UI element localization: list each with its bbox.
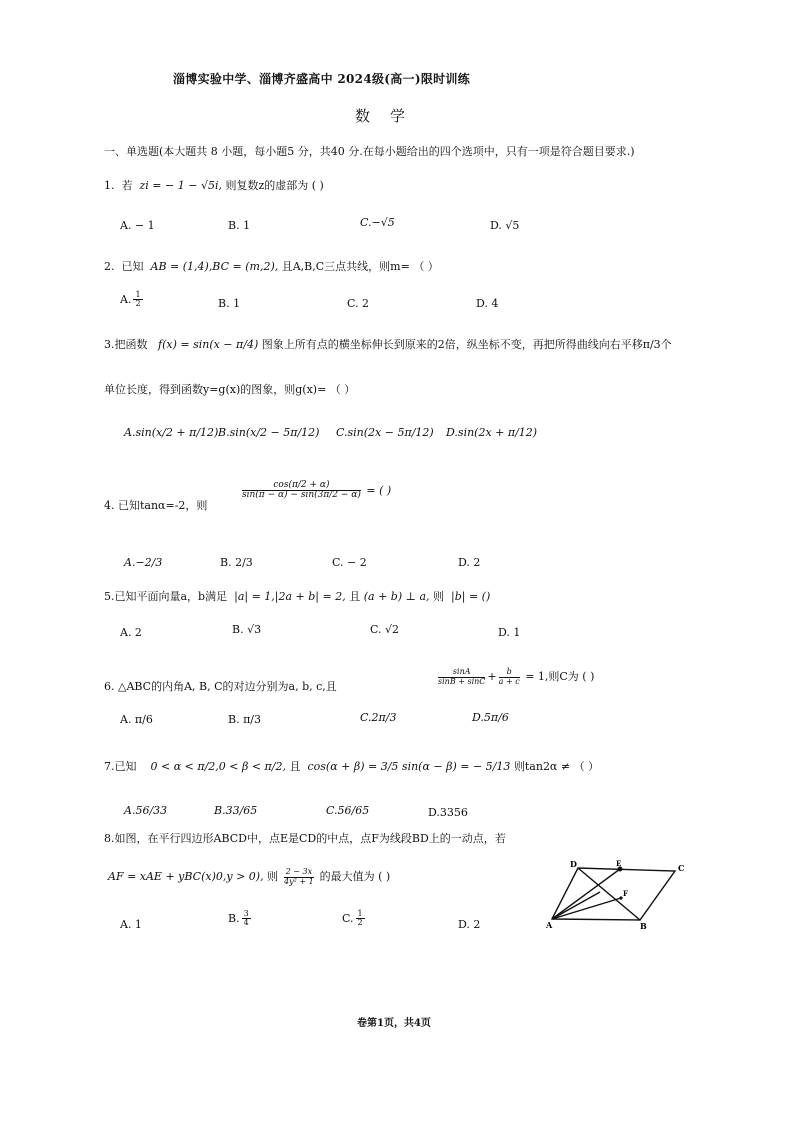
question-3-line-1: 3.把函数 f(x) = sin(x − π/4) 图象上所有点的横坐标伸长到原来的2倍，纵坐标不变，再把所得曲线向右平移π/3个 (104, 338, 672, 351)
q2-option-b: B. 1 (218, 297, 241, 310)
exam-title: 淄博实验中学、淄博齐盛高中 2024级(高一)限时训练 (173, 72, 471, 86)
q2-option-d: D. 4 (476, 297, 499, 310)
q4-option-c: C. − 2 (332, 556, 367, 569)
q4-option-b: B. 2/3 (220, 556, 253, 569)
q4-option-d: D. 2 (458, 556, 481, 569)
q1-option-c: C.−√5 (360, 216, 395, 229)
parallelogram-figure (540, 858, 690, 930)
question-5: 5.已知平面向量a，b满足 |a| = 1,|2a + b| = 2, 且 (a + b) ⊥ a, 则 |b| = () (104, 590, 491, 603)
q5-option-a: A. 2 (120, 626, 142, 639)
question-6-fraction: $\frac{\sin A}{\sin B + \sin C}$ + $\frac{b}{a + c}$ = 1,则C为 ( ) (438, 667, 595, 686)
q8-option-a: A. 1 (120, 918, 142, 931)
label-b: B (640, 921, 647, 930)
segment-af (552, 898, 621, 919)
question-2: 2. 已知 AB = (1,4),BC = (m,2), 且A,B,C三点共线，则m= （ ） (104, 260, 439, 273)
parallelogram-abcd (552, 868, 675, 920)
q3-option-d: D.sin(2x + π/12) (446, 426, 538, 439)
q6-option-a: A. π/6 (120, 713, 153, 726)
q8-option-c: C. $\frac{1}{2}$ (342, 909, 363, 928)
q5-option-c: C. √2 (370, 623, 400, 636)
q3-option-c: C.sin(2x − 5π/12) (336, 426, 434, 439)
page-footer: 卷第1页，共4页 (357, 1018, 431, 1029)
q6-option-c: C.2π/3 (360, 711, 397, 724)
q1-option-a: A. − 1 (120, 219, 155, 232)
q7-option-a: A.56/33 (124, 804, 168, 817)
q8-option-b: B. $\frac{3}{4}$ (228, 909, 249, 928)
q7-option-b: B.33/65 (214, 804, 258, 817)
question-6: 6. △ABC的内角A, B, C的对边分别为a, b, c,且 (104, 680, 337, 693)
q7-option-d: D.3356 (428, 806, 468, 819)
q5-option-b: B. √3 (232, 623, 262, 636)
q6-option-d: D.5π/6 (472, 711, 509, 724)
section-heading: 一、单选题(本大题共 8 小题，每小题5 分，共40 分.在每小题给出的四个选项中，只有一项是符合题目要求.) (104, 145, 635, 158)
subject-heading: 数学 (355, 107, 426, 125)
question-1: 1. 若 zi = − 1 − √5i, 则复数z的虚部为 ( ) (104, 179, 324, 192)
q1-option-b: B. 1 (228, 219, 251, 232)
q3-option-b: B.sin(x/2 − 5π/12) (218, 426, 320, 439)
label-e: E (616, 859, 622, 868)
label-f: F (623, 889, 628, 898)
q5-option-d: D. 1 (498, 626, 521, 639)
q2-option-c: C. 2 (347, 297, 370, 310)
diagonal-bd (578, 868, 640, 920)
q6-option-b: B. π/3 (228, 713, 262, 726)
label-a: A (546, 920, 553, 930)
question-3-line-2: 单位长度，得到函数y=g(x)的图象，则g(x)= （ ） (104, 383, 356, 396)
q1-option-d: D. √5 (490, 219, 520, 232)
q8-option-d: D. 2 (458, 918, 481, 931)
q3-option-a: A.sin(x/2 + π/12) (124, 426, 219, 439)
q4-option-a: A.−2/3 (124, 556, 163, 569)
label-c: C (678, 863, 685, 873)
question-8-line-2: AF = xAE + yBC(x)0,y > 0), 则 $\frac{2 - 3x}{\text{4y² + 1}}$ 的最大值为 ( ) (108, 867, 391, 886)
q2-option-a: A. $\frac{1}{2}$ (120, 290, 141, 309)
label-d: D (570, 859, 577, 869)
question-4-fraction: $\frac{\cos(\pi/2 + \alpha)}{\sin(\pi - \alpha) - \sin(3\pi/2 - \alpha)}$ = ( ) (242, 480, 392, 501)
question-8-line-1: 8.如图，在平行四边形ABCD中，点E是CD的中点，点F为线段BD上的一动点，若 (104, 832, 506, 845)
question-4: 4. 已知tanα=-2，则 (104, 499, 208, 512)
question-7: 7.已知 0 < α < π/2,0 < β < π/2, 且 cos(α + β) = 3/5 sin(α − β) = − 5/13 则tan2α ≠ （ ） (104, 760, 600, 773)
q7-option-c: C.56/65 (326, 804, 370, 817)
